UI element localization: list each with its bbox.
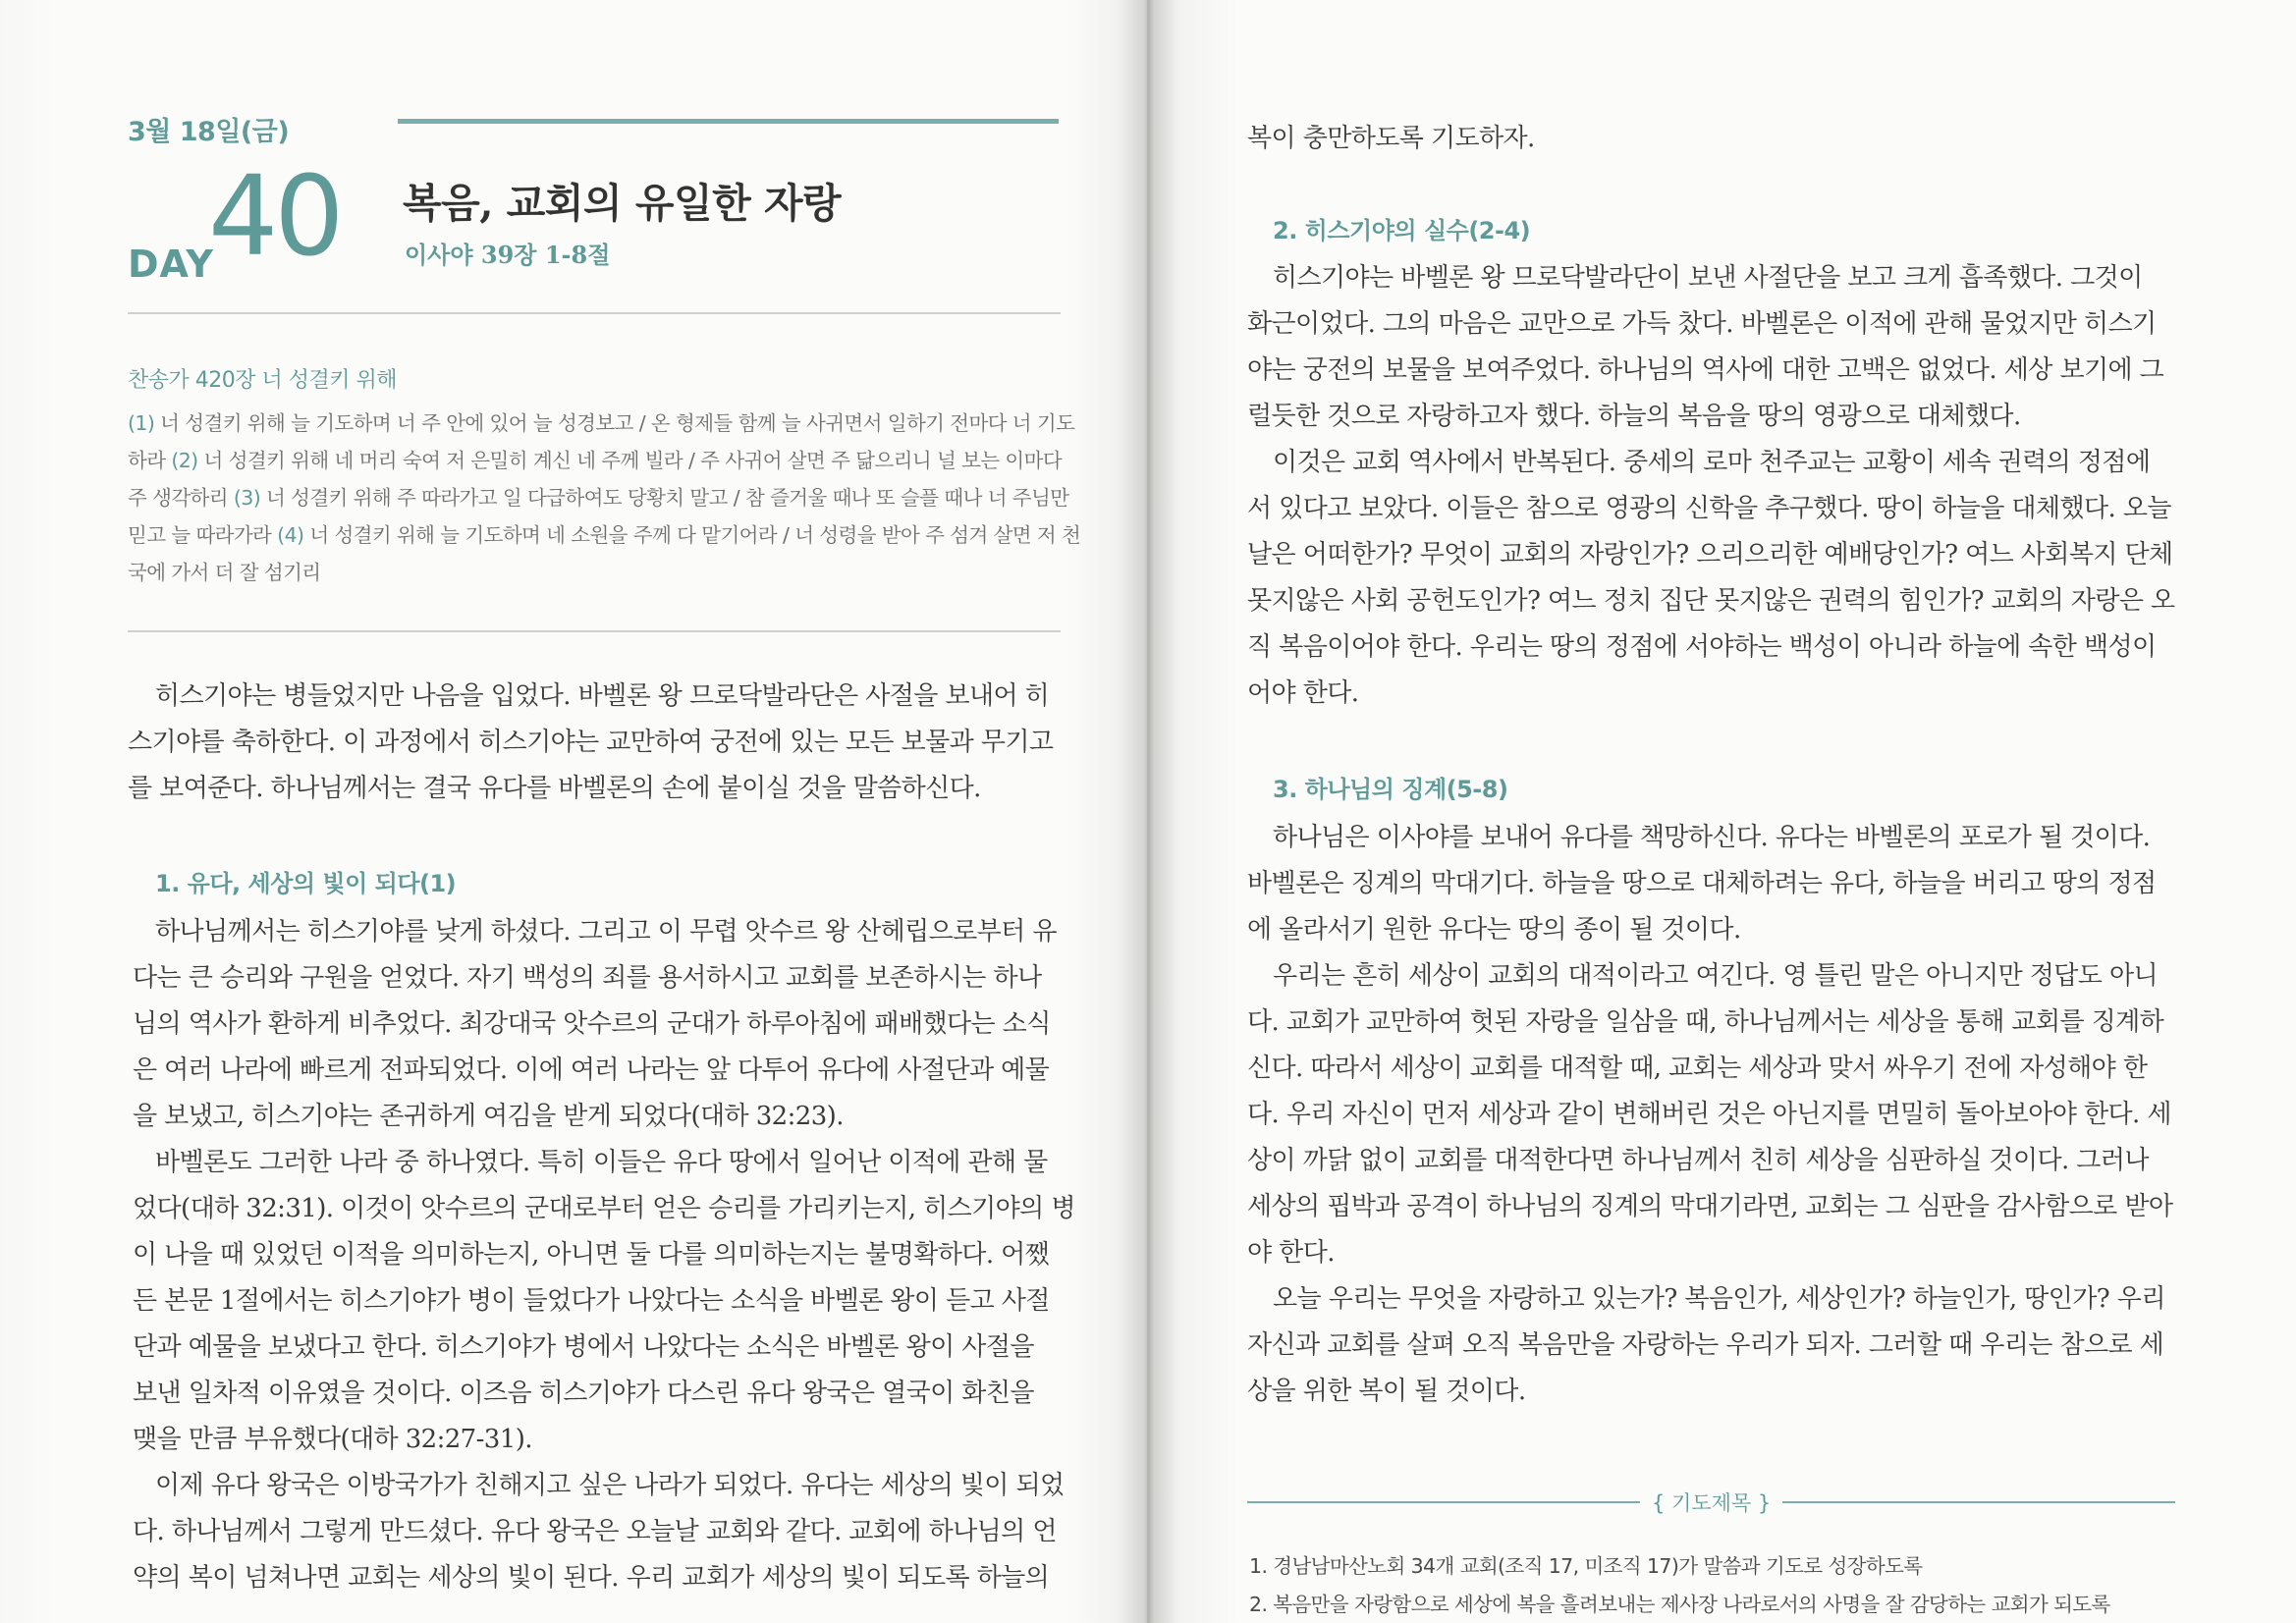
body-line: 보낸 일차적 이유였을 것이다. 이즈음 히스기야가 다스린 유다 왕국은 열국이 화친을 <box>133 1379 1034 1408</box>
verse-number: (2) <box>171 449 198 472</box>
body-line: 야는 궁전의 보물을 보여주었다. 하나님의 역사에 대한 고백은 없었다. 세상 보기에 그 <box>1247 355 2164 385</box>
verse-number: (3) <box>233 486 261 510</box>
body-line: 바벨론은 징계의 막대기다. 하늘을 땅으로 대체하려는 유다, 하늘을 버리고 땅의 정점 <box>1247 869 2157 898</box>
body-line: 약의 복이 넘쳐나면 교회는 세상의 빛이 된다. 우리 교회가 세상의 빛이 되도록 하늘의 <box>133 1563 1050 1593</box>
body-line: 오늘 우리는 무엇을 자랑하고 있는가? 복음인가, 세상인가? 하늘인가, 땅인가? 우리 <box>1273 1284 2165 1314</box>
body-line: 바벨론도 그러한 나라 중 하나였다. 특히 이들은 유다 땅에서 일어난 이적에 관해 물 <box>155 1148 1048 1177</box>
prayer-heading-label: { 기도제목 } <box>1652 1491 1772 1515</box>
section-heading: 2. 히스기야의 실수(2-4) <box>1273 217 1531 244</box>
page-title: 복음, 교회의 유일한 자랑 <box>403 180 842 227</box>
body-line: 야 한다. <box>1247 1238 1335 1268</box>
body-line: 를 보여준다. 하나님께서는 결국 유다를 바벨론의 손에 붙이실 것을 말씀하신다. <box>128 774 981 803</box>
body-line: 이 나을 때 있었던 이적을 의미하는지, 아니면 둘 다를 의미하는지는 불명확하다. 어쨌 <box>133 1240 1050 1270</box>
body-line: 히스기야는 바벨론 왕 므로닥발라단이 보낸 사절단을 보고 크게 흡족했다. 그것이 <box>1273 263 2143 293</box>
body-line: 든 본문 1절에서는 히스기야가 병이 들었다가 나았다는 소식을 바벨론 왕이 듣고 사절 <box>133 1286 1050 1316</box>
section-heading: 1. 유다, 세상의 빛이 되다(1) <box>155 870 457 897</box>
verse-number: (1) <box>128 411 155 435</box>
body-line: 다. 교회가 교만하여 헛된 자랑을 일삼을 때, 하나님께서는 세상을 통해 교회를 징계하 <box>1247 1007 2164 1037</box>
hymn-line: (1) 너 성결키 위해 늘 기도하며 너 주 안에 있어 늘 성경보고 / 온 형제들 함께 늘 사귀면서 일하기 전마다 너 기도 <box>128 411 1075 435</box>
body-line: 복이 충만하도록 기도하자. <box>1247 124 1535 153</box>
body-line: 못지않은 사회 공헌도인가? 여느 정치 집단 못지않은 권력의 힘인가? 교회의 자랑은 오 <box>1247 586 2175 616</box>
body-line: 자신과 교회를 살펴 오직 복음만을 자랑하는 우리가 되자. 그러할 때 우리는 참으로 세 <box>1247 1330 2164 1360</box>
body-line: 다. 하나님께서 그렇게 만드셨다. 유다 왕국은 오늘날 교회와 같다. 교회에 하나님의 언 <box>133 1517 1057 1546</box>
body-line: 직 복음이어야 한다. 우리는 땅의 정점에 서야하는 백성이 아니라 하늘에 속한 백성이 <box>1247 632 2157 662</box>
body-line: 하나님께서는 히스기야를 낮게 하셨다. 그리고 이 무렵 앗수르 왕 산헤립으로부터 유 <box>155 917 1057 947</box>
body-line: 날은 어떠한가? 무엇이 교회의 자랑인가? 으리으리한 예배당인가? 여느 사회복지 단체 <box>1247 540 2173 569</box>
body-line: 을 보냈고, 히스기야는 존귀하게 여김을 받게 되었다(대하 32:23). <box>133 1102 844 1131</box>
body-line: 님의 역사가 환하게 비추었다. 최강대국 앗수르의 군대가 하루아침에 패배했다는 소식 <box>133 1009 1051 1039</box>
body-line: 하나님은 이사야를 보내어 유다를 책망하신다. 유다는 바벨론의 포로가 될 것이다. <box>1273 823 2151 852</box>
prayer-rule-left <box>1247 1501 1640 1503</box>
hymn-title: 찬송가 420장 너 성결키 위해 <box>128 368 397 393</box>
devotion-date: 3월 18일(금) <box>128 117 290 147</box>
body-line: 이제 유다 왕국은 이방국가가 친해지고 싶은 나라가 되었다. 유다는 세상의 빛이 되었 <box>155 1471 1065 1500</box>
body-line: 상이 까닭 없이 교회를 대적한다면 하나님께서 친히 세상을 심판하실 것이다. 그러나 <box>1247 1146 2149 1175</box>
prayer-item: 1. 경남남마산노회 34개 교회(조직 17, 미조직 17)가 말씀과 기도로 성장하도록 <box>1249 1554 1923 1578</box>
header-divider <box>128 312 1061 314</box>
day-label: DAY <box>128 243 214 286</box>
hymn-line: 믿고 늘 따라가라 (4) 너 성결키 위해 늘 기도하며 네 소원을 주께 다 맡기어라 / 너 성령을 받아 주 섬겨 살면 저 천 <box>128 523 1081 547</box>
verse-number: (4) <box>277 523 304 547</box>
body-line: 다. 우리 자신이 먼저 세상과 같이 변해버린 것은 아닌지를 면밀히 돌아보아야 한다. 세 <box>1247 1100 2171 1129</box>
body-line: 신다. 따라서 세상이 교회를 대적할 때, 교회는 세상과 맞서 싸우기 전에 자성해야 한 <box>1247 1054 2148 1083</box>
left-page <box>0 0 1147 1623</box>
prayer-heading <box>1247 1488 2175 1517</box>
hymn-line: 하라 (2) 너 성결키 위해 네 머리 숙여 저 은밀히 계신 네 주께 빌라 / 주 사귀어 살면 주 닮으리니 널 보는 이마다 <box>128 449 1063 472</box>
body-line: 화근이었다. 그의 마음은 교만으로 가득 찼다. 바벨론은 이적에 관해 물었지만 히스기 <box>1247 309 2157 339</box>
body-line: 은 여러 나라에 빠르게 전파되었다. 이에 여러 나라는 앞 다투어 유다에 사절단과 예물 <box>133 1055 1050 1085</box>
body-line: 세상의 핍박과 공격이 하나님의 징계의 막대기라면, 교회는 그 심판을 감사함으로 받아 <box>1247 1192 2173 1221</box>
hymn-line: 국에 가서 더 잘 섬기리 <box>128 561 321 584</box>
hymn-line: 주 생각하리 (3) 너 성결키 위해 주 따라가고 일 다급하여도 당황치 말고 / 참 즐거울 때나 또 슬플 때나 너 주님만 <box>128 486 1069 510</box>
hymn-divider <box>128 630 1061 632</box>
body-line: 럴듯한 것으로 자랑하고자 했다. 하늘의 복음을 땅의 영광으로 대체했다. <box>1247 402 2021 431</box>
body-line: 서 있다고 보았다. 이들은 참으로 영광의 신학을 추구했다. 땅이 하늘을 대체했다. 오늘 <box>1247 494 2171 523</box>
body-line: 맺을 만큼 부유했다(대하 32:27-31). <box>133 1425 532 1454</box>
body-line: 다는 큰 승리와 구원을 얻었다. 자기 백성의 죄를 용서하시고 교회를 보존하시는 하나 <box>133 963 1042 993</box>
body-line: 었다(대하 32:31). 이것이 앗수르의 군대로부터 얻은 승리를 가리키는지, 히스기야의 병 <box>133 1194 1075 1223</box>
right-page <box>1147 0 2296 1623</box>
body-line: 우리는 흔히 세상이 교회의 대적이라고 여긴다. 영 틀린 말은 아니지만 정답도 아니 <box>1273 961 2159 991</box>
day-number: 40 <box>208 153 341 281</box>
body-line: 상을 위한 복이 될 것이다. <box>1247 1377 1526 1406</box>
body-line: 히스기야는 병들었지만 나음을 입었다. 바벨론 왕 므로닥발라단은 사절을 보내어 히 <box>155 681 1050 711</box>
body-line: 에 올라서기 원한 유다는 땅의 종이 될 것이다. <box>1247 915 1741 945</box>
body-line: 이것은 교회 역사에서 반복된다. 중세의 로마 천주교는 교황이 세속 권력의 정점에 <box>1273 448 2151 477</box>
prayer-item: 2. 복음만을 자랑함으로 세상에 복을 흘려보내는 제사장 나라로서의 사명을 잘 감당하는 교회가 되도록 <box>1249 1593 2110 1616</box>
prayer-rule-right <box>1782 1501 2175 1503</box>
section-heading: 3. 하나님의 징계(5-8) <box>1273 776 1508 803</box>
body-line: 스기야를 축하한다. 이 과정에서 히스기야는 교만하여 궁전에 있는 모든 보물과 무기고 <box>128 728 1054 757</box>
header-accent-rule <box>398 119 1059 124</box>
body-line: 어야 한다. <box>1247 678 1359 708</box>
body-line: 단과 예물을 보냈다고 한다. 히스기야가 병에서 나았다는 소식은 바벨론 왕이 사절을 <box>133 1332 1034 1362</box>
scripture-passage: 이사야 39장 1-8절 <box>405 241 611 269</box>
